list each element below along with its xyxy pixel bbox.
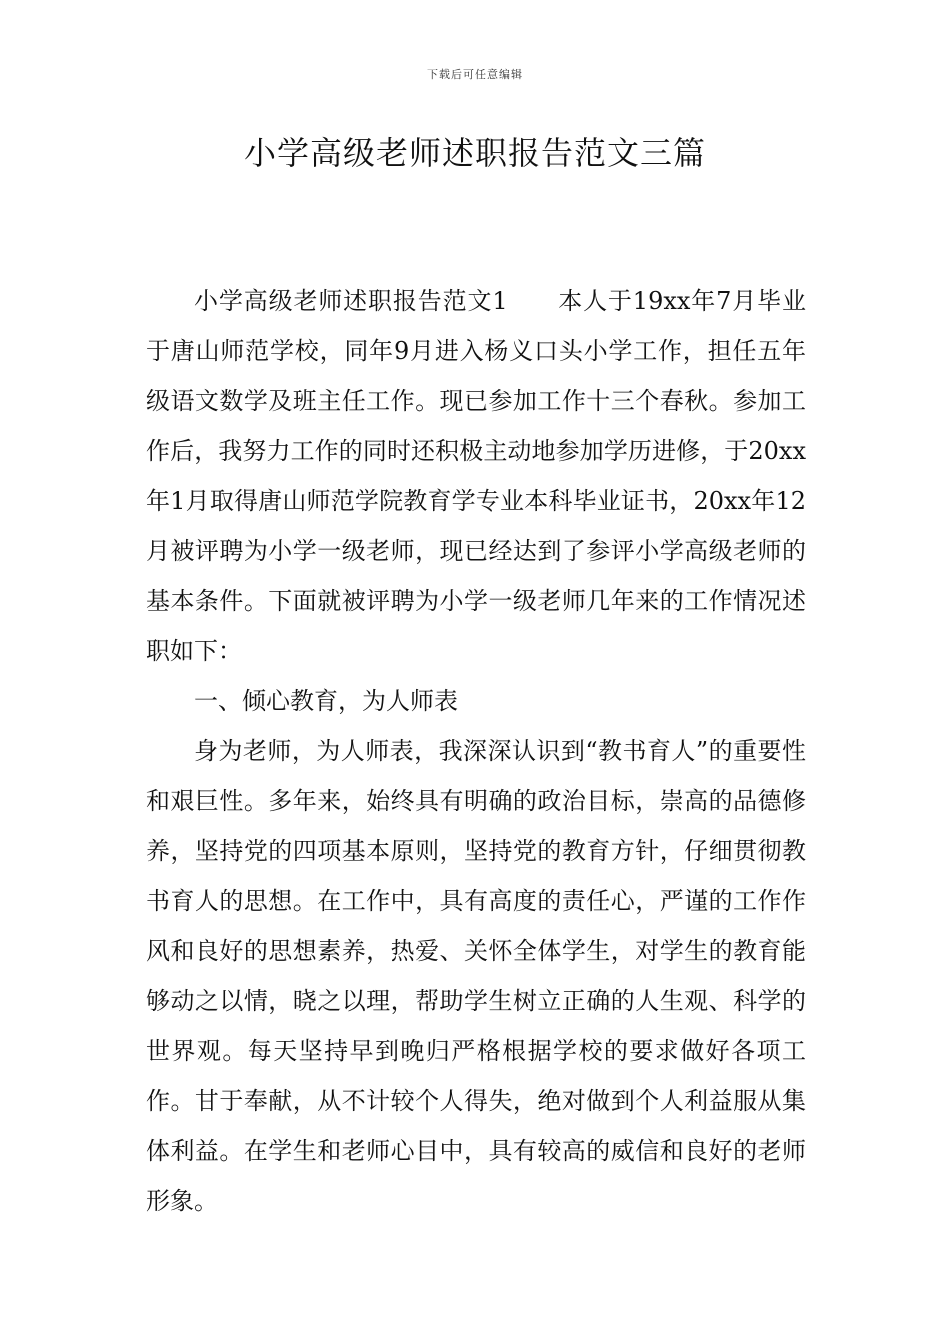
header-note: 下载后可任意编辑 [427,68,523,81]
paragraph-section-1: 身为老师，为人师表，我深深认识到“教书育人”的重要性和艰巨性。多年来，始终具有明确的政治目标，崇高的品德修养，坚持党的四项基本原则，坚持党的教育方针，仔细贯彻教书育人的思想。在工作中，具有高度的责任心，严谨的工作作风和良好的思想素养，热爱、关怀全体学生，对学生的教育能够动之以情，晓之以理，帮助学生树立正确的人生观、科学的世界观。每天坚持早到晚归严格根据学校的要求做好各项工作。甘于奉献，从不计较个人得失，绝对做到个人利益服从集体利益。在学生和老师心目中，具有较高的威信和良好的老师形象。 [146,737,806,1215]
document-body [146,276,806,1226]
document-title: 小学高级老师述职报告范文三篇 [243,134,706,172]
section-heading-1: 一、倾心教育，为人师表 [194,687,458,715]
paragraph-intro: 小学高级老师述职报告范文1 本人于19xx年7月毕业于唐山师范学校，同年9月进入杨义口头小学工作，担任五年级语文数学及班主任工作。现已参加工作十三个春秋。参加工作后，我努力工作的同时还积极主动地参加学历进修，于20xx年1月取得唐山师范学院教育学专业本科毕业证书，20xx年12月被评聘为小学一级老师，现已经达到了参评小学高级老师的基本条件。下面就被评聘为小学一级老师几年来的工作情况述职如下： [146,287,806,665]
